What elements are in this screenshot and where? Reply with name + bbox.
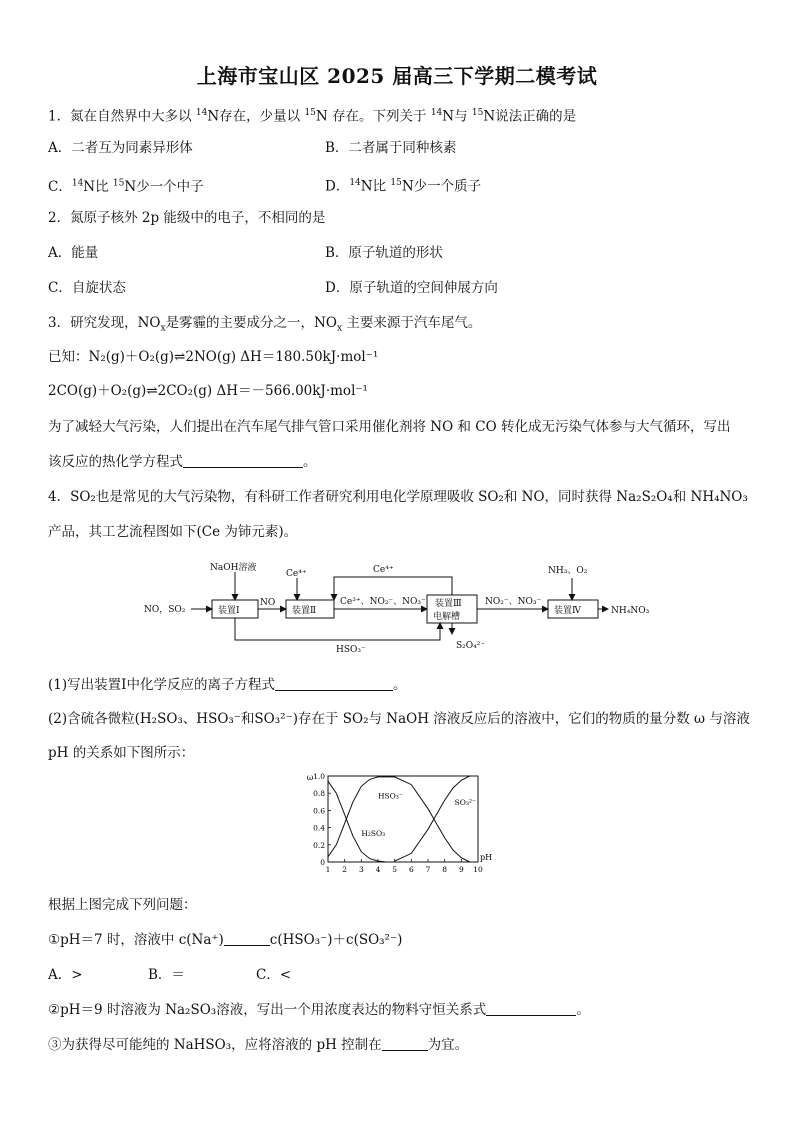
y-tick-label: 0.4	[313, 823, 325, 833]
label-nh3-o2: NH₃、O₂	[548, 566, 588, 576]
series-label-1: HSO₃⁻	[378, 791, 403, 801]
q2-option-c: C．自旋状态	[48, 280, 126, 296]
process-flow-diagram	[140, 558, 660, 658]
series-label-0: H₂SO₃	[361, 829, 386, 839]
label-ce4-left: Ce⁴⁺	[286, 569, 307, 579]
q4-part1-option-c: C．<	[256, 967, 292, 983]
y-tick-label: 0.2	[313, 840, 325, 850]
label-product: NH₄NO₃	[611, 606, 650, 616]
device-2-label: 装置Ⅱ	[292, 606, 317, 616]
x-tick-label: 7	[425, 865, 431, 874]
x-tick-label: 10	[473, 865, 483, 874]
q1-option-d: D．$^{14}$N比 $^{15}$N少一个质子	[325, 178, 482, 195]
page-title: 上海市宝山区 2025 届高三下学期二模考试	[196, 64, 598, 88]
q2-option-b: B．原子轨道的形状	[325, 245, 443, 261]
q1-option-c: C．$^{14}$N比 $^{15}$N少一个中子	[48, 178, 204, 195]
y-tick-label: 0.6	[313, 806, 325, 816]
label-hso3: HSO₃⁻	[336, 645, 366, 655]
x-tick-label: 5	[392, 865, 398, 874]
answer-blank	[486, 1001, 576, 1016]
label-out-ions: NO₂⁻、NO₃⁻	[485, 597, 542, 607]
label-ce4-top: Ce⁴⁺	[373, 565, 394, 575]
q2-stem: 2．氮原子核外 2p 能级中的电子，不相同的是	[48, 210, 326, 226]
label-naoh: NaOH溶液	[210, 563, 257, 573]
q4-part1-options	[48, 966, 754, 984]
device-3-sublabel: 电解槽	[433, 612, 461, 622]
q2-options-row2	[48, 279, 754, 297]
y-axis-label: ω	[306, 773, 314, 782]
x-tick-label: 1	[325, 865, 331, 874]
answer-blank	[224, 931, 270, 946]
device-1-label: 装置Ⅰ	[218, 606, 240, 616]
q4-part1-option-a: A．>	[48, 967, 83, 983]
x-tick-label: 3	[358, 865, 364, 874]
device-3-label: 装置Ⅲ	[435, 599, 462, 609]
distribution-chart	[296, 768, 506, 880]
q1-stem: 1．氮在自然界中大多以 $^{14}$N存在，少量以 $^{15}$N 存在。下列关于 $^{14}$N与 $^{15}$N说法正确的是	[48, 108, 577, 125]
label-input-gas: NO，SO₂	[144, 605, 186, 615]
q4-sub2-line2: pH 的关系如下图所示：	[48, 745, 195, 761]
q1-options-row1	[48, 139, 754, 157]
q4-part1-option-b: B．＝	[148, 967, 185, 983]
q1-option-a: A．二者互为同素异形体	[48, 140, 193, 156]
x-tick-label: 9	[458, 865, 464, 874]
q3-equation-1: 已知：N₂(g)＋O₂(g)⇌2NO(g) ΔH＝180.50kJ·mol⁻¹	[48, 349, 379, 365]
answer-blank	[382, 1036, 428, 1051]
q3-stem: 3．研究发现，$NO_x$是雾霾的主要成分之一，$NO_x$ 主要来源于汽车尾气。	[48, 315, 482, 334]
x-tick-label: 8	[442, 865, 448, 874]
series-line-2	[395, 776, 470, 861]
y-tick-label: 0.8	[313, 789, 325, 799]
q4-sub2-line1: (2)含硫各微粒(H₂SO₃、HSO₃⁻和SO₃²⁻)存在于 SO₂与 NaOH 溶液反应后的溶液中，它们的物质的量分数 ω 与溶液	[48, 711, 750, 727]
x-tick-label: 6	[408, 865, 414, 874]
q2-option-a: A．能量	[48, 245, 99, 261]
series-label-2: SO₃²⁻	[454, 798, 476, 808]
y-tick-label: 1.0	[313, 772, 325, 781]
answer-blank	[183, 453, 303, 468]
device-4-label: 装置Ⅳ	[554, 606, 581, 616]
q1-option-b: B．二者属于同种核素	[325, 140, 457, 156]
q3-equation-2: 2CO(g)＋O₂(g)⇌2CO₂(g) ΔH＝－566.00kJ·mol⁻¹	[48, 383, 368, 399]
q4-stem-2: 产品，其工艺流程图如下(Ce 为铈元素)。	[48, 524, 298, 540]
q3-paragraph-2: 该反应的热化学方程式 。	[48, 454, 317, 470]
q4-part3: ③为获得尽可能纯的 NaHSO₃，应将溶液的 pH 控制在 为宜。	[48, 1037, 469, 1053]
x-axis-label: pH	[480, 853, 493, 862]
q4-stem-1: 4．SO₂也是常见的大气污染物，有科研工作者研究利用电化学原理吸收 SO₂和 NO，同时获得 Na₂S₂O₄和 NH₄NO₃	[48, 489, 748, 505]
q1-options-row2	[48, 174, 754, 196]
q3-paragraph-1: 为了减轻大气污染，人们提出在汽车尾气排气管口采用催化剂将 NO 和 CO 转化成无污染气体参与大气循环，写出	[48, 419, 731, 435]
q2-options-row1	[48, 244, 754, 262]
q2-option-d: D．原子轨道的空间伸展方向	[325, 280, 498, 296]
label-mid-ions: Ce³⁺、NO₂⁻、NO₃⁻	[340, 597, 426, 607]
plot-frame	[328, 776, 478, 862]
answer-blank	[275, 676, 393, 691]
q4-part2: ②pH＝9 时溶液为 Na₂SO₃溶液，写出一个用浓度表达的物料守恒关系式 。	[48, 1002, 590, 1018]
label-s2o4: S₂O₄²⁻	[456, 641, 486, 651]
series-line-1	[328, 777, 470, 862]
y-tick-label: 0	[320, 858, 325, 867]
x-tick-label: 4	[375, 865, 381, 874]
x-tick-label: 2	[342, 865, 348, 874]
q4-part1: ①pH＝7 时，溶液中 c(Na⁺) c(HSO₃⁻)＋c(SO₃²⁻)	[48, 932, 403, 948]
label-no: NO	[260, 598, 276, 608]
q4-follow-up: 根据上图完成下列问题：	[48, 897, 197, 913]
q4-sub1: (1)写出装置Ⅰ中化学反应的离子方程式 。	[48, 677, 407, 693]
